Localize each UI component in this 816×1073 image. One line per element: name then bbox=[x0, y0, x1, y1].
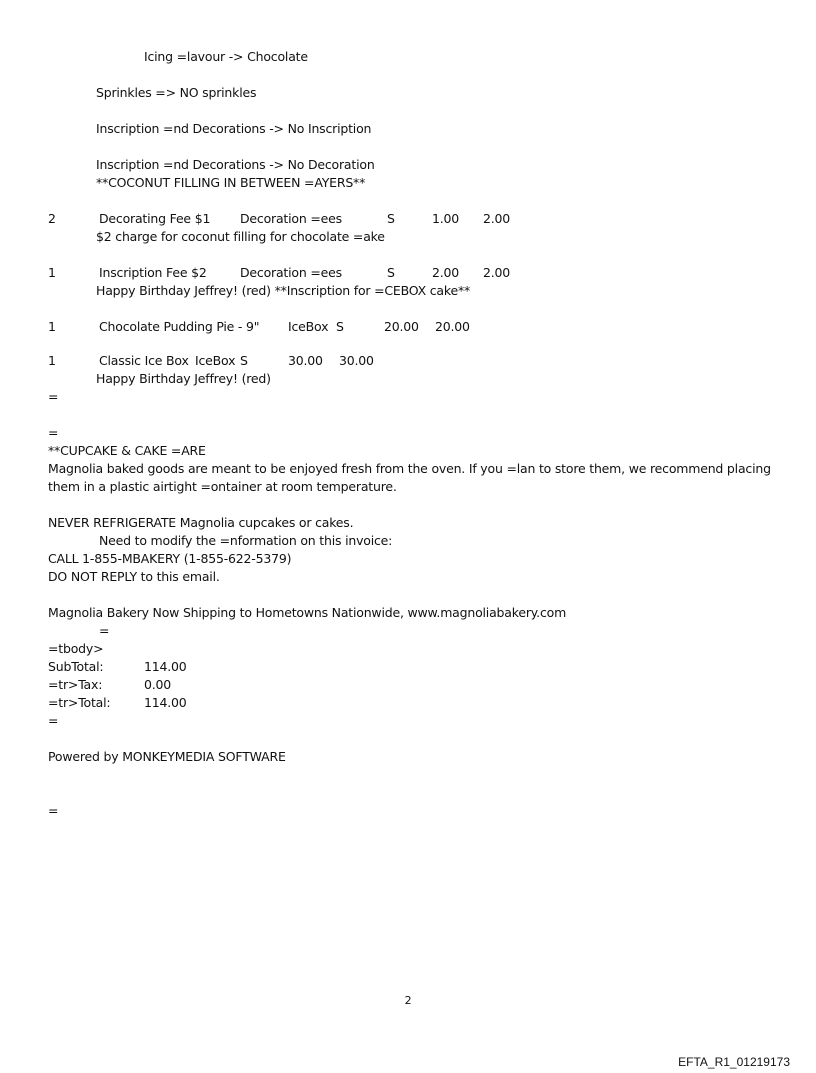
powered-by: Powered by MONKEYMEDIA SOFTWARE bbox=[48, 749, 286, 764]
tax-value: 0.00 bbox=[144, 677, 172, 692]
total-label: =tr>Total: bbox=[48, 695, 111, 710]
page-number: 2 bbox=[404, 994, 412, 1007]
separator-mark: = bbox=[48, 389, 59, 404]
item-size: S bbox=[240, 353, 248, 368]
item-note: $2 charge for coconut filling for chocolate =ake bbox=[96, 229, 385, 244]
item-name: Decorating Fee $1 bbox=[99, 211, 211, 226]
document-id: EFTA_R1_01219173 bbox=[678, 1055, 790, 1069]
item-category: Decoration =ees bbox=[240, 265, 342, 280]
no-reply-notice: DO NOT REPLY to this email. bbox=[48, 569, 220, 584]
item-name: Chocolate Pudding Pie - 9" bbox=[99, 319, 260, 334]
separator-mark: = bbox=[99, 623, 110, 638]
icing-flavour-line: Icing =lavour -> Chocolate bbox=[144, 49, 308, 64]
item-name: Inscription Fee $2 bbox=[99, 265, 207, 280]
sprinkles-line: Sprinkles => NO sprinkles bbox=[96, 85, 257, 100]
tax-label: =tr>Tax: bbox=[48, 677, 103, 692]
separator-mark: = bbox=[48, 425, 59, 440]
inscription-line: Inscription =nd Decorations -> No Inscription bbox=[96, 121, 372, 136]
item-name: Classic Ice Box bbox=[99, 353, 189, 368]
item-qty: 2 bbox=[48, 211, 56, 226]
care-paragraph-line: them in a plastic airtight =ontainer at room temperature. bbox=[48, 479, 397, 494]
item-total: 30.00 bbox=[339, 353, 374, 368]
item-qty: 1 bbox=[48, 353, 56, 368]
total-value: 114.00 bbox=[144, 695, 187, 710]
subtotal-value: 114.00 bbox=[144, 659, 187, 674]
item-note: Happy Birthday Jeffrey! (red) **Inscription for =CEBOX cake** bbox=[96, 283, 471, 298]
item-size: S bbox=[387, 211, 395, 226]
item-total: 2.00 bbox=[483, 265, 511, 280]
item-unit-price: 30.00 bbox=[288, 353, 323, 368]
item-total: 20.00 bbox=[435, 319, 470, 334]
item-qty: 1 bbox=[48, 265, 56, 280]
call-phone-line: CALL 1-855-MBAKERY (1-855-622-5379) bbox=[48, 551, 292, 566]
item-total: 2.00 bbox=[483, 211, 511, 226]
item-size: S bbox=[336, 319, 344, 334]
item-size: S bbox=[387, 265, 395, 280]
item-note: Happy Birthday Jeffrey! (red) bbox=[96, 371, 271, 386]
item-category: IceBox bbox=[288, 319, 329, 334]
modify-invoice-notice: Need to modify the =nformation on this invoice: bbox=[99, 533, 393, 548]
subtotal-label: SubTotal: bbox=[48, 659, 104, 674]
tbody-artifact: =tbody> bbox=[48, 641, 104, 656]
item-category: IceBox bbox=[195, 353, 236, 368]
coconut-filling-note: **COCONUT FILLING IN BETWEEN =AYERS** bbox=[96, 175, 366, 190]
item-unit-price: 2.00 bbox=[432, 265, 460, 280]
care-heading: **CUPCAKE & CAKE =ARE bbox=[48, 443, 206, 458]
separator-mark: = bbox=[48, 803, 59, 818]
never-refrigerate-notice: NEVER REFRIGERATE Magnolia cupcakes or cakes. bbox=[48, 515, 354, 530]
decoration-line: Inscription =nd Decorations -> No Decoration bbox=[96, 157, 375, 172]
item-unit-price: 20.00 bbox=[384, 319, 419, 334]
item-qty: 1 bbox=[48, 319, 56, 334]
item-category: Decoration =ees bbox=[240, 211, 342, 226]
separator-mark: = bbox=[48, 713, 59, 728]
item-unit-price: 1.00 bbox=[432, 211, 460, 226]
shipping-line: Magnolia Bakery Now Shipping to Hometowns Nationwide, www.magnoliabakery.com bbox=[48, 605, 567, 620]
care-paragraph-line: Magnolia baked goods are meant to be enjoyed fresh from the oven. If you =lan to store them, we recommend placing bbox=[48, 461, 771, 476]
